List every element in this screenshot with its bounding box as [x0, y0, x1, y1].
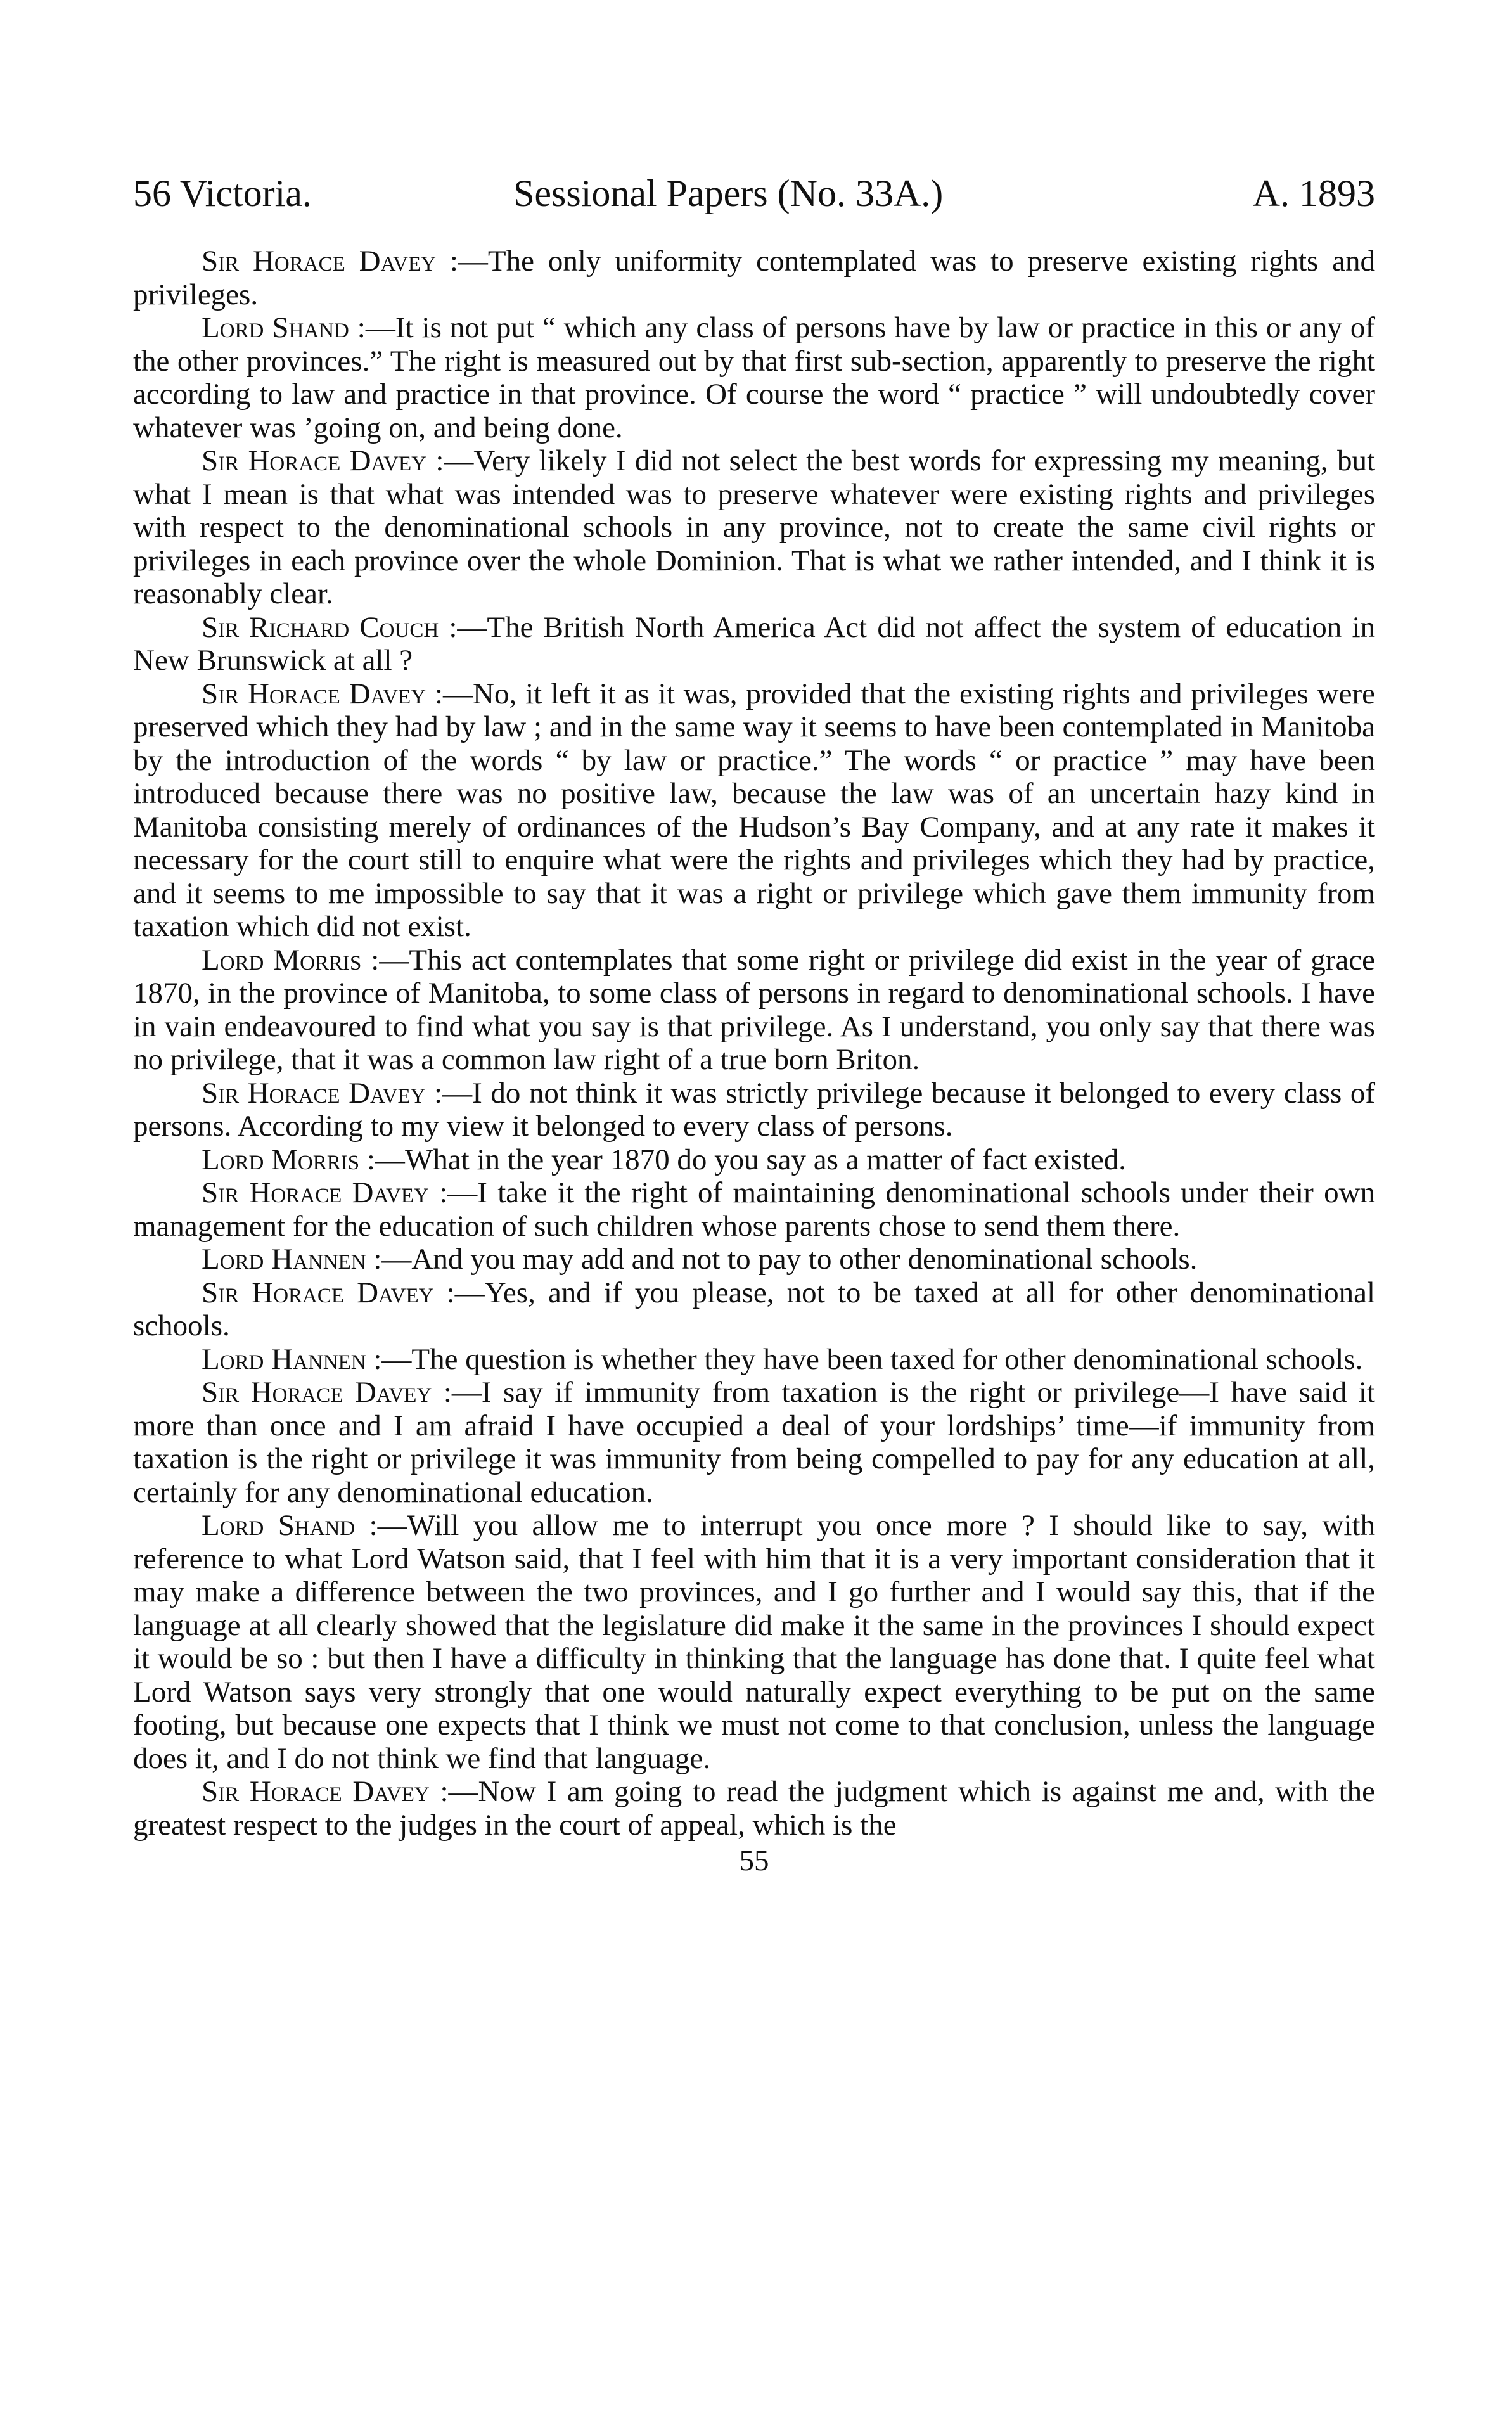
transcript-paragraph [133, 1343, 1375, 1376]
speaker-separator: :— [357, 311, 395, 344]
transcript-paragraph [133, 1376, 1375, 1509]
speaker-separator: :— [434, 1076, 473, 1110]
speaker-name: Lord Morris [202, 943, 362, 977]
speaker-name: Sir Horace Davey [202, 245, 436, 278]
speaker-name: Lord Morris [202, 1143, 360, 1176]
document-page [133, 171, 1375, 1877]
speaker-separator: :— [440, 1775, 478, 1808]
speech-text: The question is whether they have been taxed for other denominational schools. [411, 1342, 1363, 1376]
speaker-name: Sir Horace Davey [202, 1176, 429, 1209]
speech-text: And you may add and not to pay to other denominational schools. [411, 1243, 1198, 1276]
header-series-title: Sessional Papers (No. 33A.) [513, 172, 944, 214]
transcript-paragraph [133, 444, 1375, 611]
transcript-paragraph [133, 1276, 1375, 1343]
speaker-name: Sir Richard Couch [202, 610, 439, 644]
transcript-paragraph [133, 1775, 1375, 1842]
transcript-body [133, 245, 1375, 1842]
page-number: 55 [739, 1844, 769, 1877]
speaker-separator: :— [369, 1509, 407, 1542]
speaker-separator: :— [371, 943, 409, 977]
header-year: A. 1893 [1252, 172, 1375, 214]
speaker-name: Sir Horace Davey [202, 1076, 426, 1110]
transcript-paragraph [133, 245, 1375, 311]
header-volume: 56 Victoria. [133, 172, 312, 214]
transcript-paragraph [133, 1509, 1375, 1775]
speaker-separator: :— [435, 444, 474, 477]
speaker-name: Sir Horace Davey [202, 1775, 430, 1808]
transcript-paragraph [133, 311, 1375, 444]
speech-text: No, it left it as it was, provided that the existing rights and privileges were preserved which they had by law ; and in the same way it seems to have been contemplated in Manitoba by the introduction of the words “ by law or practice.” The words “ or practice ” may have been introduced because there was no positive law, because the law was of an uncertain hazy kind in Manitoba consisting merely of ordinances of the Hudson’s Bay Company, and at any rate it makes it necessary for the court still to enquire what were the rights and privileges which they had by practice, and it seems to me impossible to say that it was a right or privilege which gave them immunity from taxation which did not exist. [133, 677, 1375, 943]
speech-text: I do not think it was strictly privilege because it belonged to every class of persons. According to my view it belonged to every class of persons. [133, 1076, 1375, 1143]
speech-text: What in the year 1870 do you say as a matter of fact existed. [404, 1143, 1126, 1176]
speaker-name: Sir Horace Davey [202, 444, 426, 477]
speaker-name: Lord Shand [202, 1509, 356, 1542]
running-head [133, 171, 1375, 215]
speaker-name: Lord Shand [202, 311, 349, 344]
speaker-name: Lord Hannen [202, 1243, 366, 1276]
speech-text: Yes, and if you please, not to be taxed at all for other denominational schools. [133, 1276, 1375, 1342]
speech-text: Very likely I did not select the best words for expressing my meaning, but what I mean is that what was intended was to preserve whatever were existing rights and privileges with respect to the denominational schools in any province, not to create the same civil rights or privileges in each province over the whole Dominion. That is what we rather intended, and I think it is reasonably clear. [133, 444, 1376, 610]
speech-text: The only uniformity contemplated was to preserve existing rights and privileges. [133, 245, 1376, 311]
speaker-separator: :— [366, 1143, 405, 1176]
speaker-separator: :— [439, 1176, 478, 1209]
transcript-paragraph [133, 1176, 1375, 1243]
speech-text: It is not put “ which any class of persons have by law or practice in this or any of the other provinces.” The right is measured out by that first sub-section, apparently to preserve the right according to law and practice in that province. Of course the word “ practice ” will undoubtedly cover whatever was ’going on, and being done. [133, 311, 1376, 444]
speaker-separator: :— [373, 1342, 412, 1376]
speaker-separator: :— [373, 1243, 412, 1276]
speech-text: I take it the right of maintaining denominational schools under their own management for the education of such children whose parents chose to send them there. [133, 1176, 1376, 1243]
transcript-paragraph [133, 611, 1375, 677]
speech-text: The British North America Act did not affect the system of education in New Brunswick at all ? [133, 610, 1376, 677]
speaker-separator: :— [449, 245, 488, 278]
speech-text: Now I am going to read the judgment which is against me and, with the greatest respect to the judges in the court of appeal, which is the [133, 1775, 1376, 1842]
speaker-name: Sir Horace Davey [202, 1276, 434, 1309]
transcript-paragraph [133, 1077, 1375, 1143]
transcript-paragraph [133, 1143, 1375, 1177]
speaker-name: Sir Horace Davey [202, 677, 426, 710]
speech-text: I say if immunity from taxation is the right or privilege—I have said it more than once and I am afraid I have occupied a deal of your lordships’ time—if immunity from taxation is the right or privilege it was immunity from being compelled to pay for any education at all, certainly for any denominational education. [133, 1376, 1376, 1509]
speaker-separator: :— [434, 677, 473, 710]
transcript-paragraph [133, 677, 1375, 944]
speaker-name: Lord Hannen [202, 1342, 366, 1376]
speaker-separator: :— [446, 1276, 485, 1309]
speech-text: Will you allow me to interrupt you once more ? I should like to say, with reference to what Lord Watson said, that I feel with him that it is a very important consideration that it may make a difference between the two provinces, and I go further and I would say this, that if the language at all clearly showed that the legislature did make it the same in the provinces I should expect it would be so : but then I have a difficulty in thinking that the language has done that. I quite feel what Lord Watson says very strongly that one would naturally expect everything to be put on the same footing, but because one expects that I think we must not come to that conclusion, unless the language does it, and I do not think we find that language. [133, 1509, 1375, 1775]
transcript-paragraph [133, 944, 1375, 1077]
speaker-separator: :— [443, 1376, 482, 1409]
speaker-separator: :— [449, 610, 487, 644]
speech-text: This act contemplates that some right or privilege did exist in the year of grace 1870, in the province of Manitoba, to some class of persons in regard to denominational schools. I have in vain endeavoured to find what you say is that privilege. As I understand, you only say that there was no privilege, that it was a common law right of a true born Briton. [133, 943, 1375, 1076]
speaker-name: Sir Horace Davey [202, 1376, 432, 1409]
transcript-paragraph [133, 1243, 1375, 1276]
